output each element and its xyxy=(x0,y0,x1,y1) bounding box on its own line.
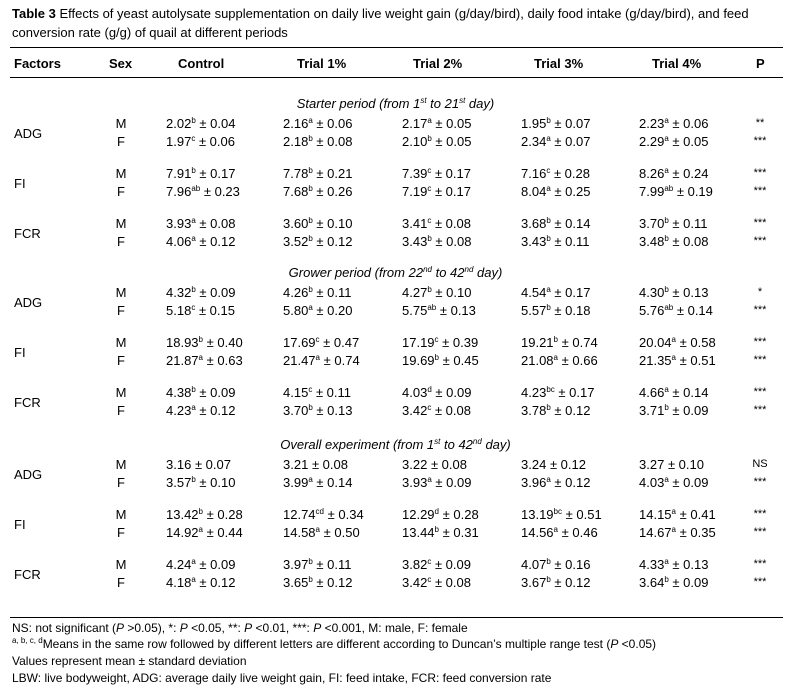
value-cell: 21.47$^a$ ± 0.74 xyxy=(283,353,360,368)
value-cell: 4.18$^a$ ± 0.12 xyxy=(166,575,236,590)
value-cell: 3.41$^c$ ± 0.08 xyxy=(402,216,471,231)
value-cell: 7.19$^c$ ± 0.17 xyxy=(402,184,471,199)
p-value: *** xyxy=(753,508,767,520)
value-cell: 8.04$^a$ ± 0.25 xyxy=(521,184,591,199)
value-cell: 3.60$^b$ ± 0.10 xyxy=(283,216,353,231)
value-cell: 3.82$^c$ ± 0.09 xyxy=(402,557,471,572)
p-value: *** xyxy=(753,235,767,247)
value-cell: 4.27$^b$ ± 0.10 xyxy=(402,285,472,300)
value-cell: 14.67$^a$ ± 0.35 xyxy=(639,525,716,540)
p-value: *** xyxy=(753,526,767,538)
value-cell: 7.99$^{ab}$ ± 0.19 xyxy=(639,184,713,199)
factor-label-fcr: FCR xyxy=(14,395,41,410)
value-cell: 3.43$^b$ ± 0.08 xyxy=(402,234,472,249)
sex-label: M xyxy=(115,166,127,181)
value-cell: 2.29$^a$ ± 0.05 xyxy=(639,134,709,149)
value-cell: 12.74$^{cd}$ ± 0.34 xyxy=(283,507,364,522)
factor-label-fcr: FCR xyxy=(14,567,41,582)
value-cell: 13.19$^{bc}$ ± 0.51 xyxy=(521,507,602,522)
sex-label: M xyxy=(115,507,127,522)
period-title: Grower period (from 22nd to 42nd day) xyxy=(288,265,503,280)
value-cell: 4.24$^a$ ± 0.09 xyxy=(166,557,236,572)
value-cell: 7.16$^c$ ± 0.28 xyxy=(521,166,590,181)
value-cell: 2.17$^a$ ± 0.05 xyxy=(402,116,472,131)
value-cell: 7.39$^c$ ± 0.17 xyxy=(402,166,471,181)
value-cell: 5.75$^{ab}$ ± 0.13 xyxy=(402,303,476,318)
value-cell: 3.52$^b$ ± 0.12 xyxy=(283,234,353,249)
value-cell: 4.03$^a$ ± 0.09 xyxy=(639,475,709,490)
value-cell: 8.26$^a$ ± 0.24 xyxy=(639,166,709,181)
value-cell: 4.33$^a$ ± 0.13 xyxy=(639,557,709,572)
top-rule xyxy=(10,47,783,48)
sex-label: F xyxy=(117,234,125,249)
value-cell: 3.24 ± 0.12 xyxy=(521,457,586,472)
factor-label-adg: ADG xyxy=(14,126,43,141)
factor-label-adg: ADG xyxy=(14,295,43,310)
value-cell: 4.30$^b$ ± 0.13 xyxy=(639,285,709,300)
value-cell: 2.10$^b$ ± 0.05 xyxy=(402,134,472,149)
header-trial-3: Trial 3% xyxy=(534,56,584,71)
value-cell: 4.03$^d$ ± 0.09 xyxy=(402,385,472,400)
sex-label: F xyxy=(117,184,125,199)
table-label: Table 3 xyxy=(12,6,56,21)
p-value: *** xyxy=(753,185,767,197)
value-cell: 1.95$^b$ ± 0.07 xyxy=(521,116,591,131)
sex-label: M xyxy=(115,385,127,400)
value-cell: 3.71$^b$ ± 0.09 xyxy=(639,403,709,418)
value-cell: 19.21$^b$ ± 0.74 xyxy=(521,335,598,350)
value-cell: 4.26$^b$ ± 0.11 xyxy=(283,285,352,300)
footnote-values: Values represent mean ± standard deviation xyxy=(12,654,247,668)
value-cell: 3.70$^b$ ± 0.11 xyxy=(639,216,708,231)
value-cell: 2.23$^a$ ± 0.06 xyxy=(639,116,709,131)
value-cell: 3.65$^b$ ± 0.12 xyxy=(283,575,353,590)
value-cell: 5.80$^a$ ± 0.20 xyxy=(283,303,353,318)
header-trial-2: Trial 2% xyxy=(413,56,463,71)
value-cell: 4.07$^b$ ± 0.16 xyxy=(521,557,591,572)
p-value: *** xyxy=(753,217,767,229)
value-cell: 7.68$^b$ ± 0.26 xyxy=(283,184,353,199)
p-value: ** xyxy=(755,117,765,129)
value-cell: 3.78$^b$ ± 0.12 xyxy=(521,403,591,418)
sex-label: F xyxy=(117,134,125,149)
value-cell: 19.69$^b$ ± 0.45 xyxy=(402,353,479,368)
sex-label: F xyxy=(117,575,125,590)
value-cell: 5.76$^{ab}$ ± 0.14 xyxy=(639,303,713,318)
p-value: NS xyxy=(752,458,768,470)
value-cell: 7.96$^{ab}$ ± 0.23 xyxy=(166,184,240,199)
p-value: *** xyxy=(753,404,767,416)
sex-label: M xyxy=(115,557,127,572)
value-cell: 3.93$^a$ ± 0.09 xyxy=(402,475,472,490)
factor-label-fcr: FCR xyxy=(14,226,41,241)
value-cell: 20.04$^a$ ± 0.58 xyxy=(639,335,716,350)
table-caption xyxy=(12,4,782,42)
header-sex: Sex xyxy=(109,56,133,71)
value-cell: 3.68$^b$ ± 0.14 xyxy=(521,216,591,231)
header-trial-1: Trial 1% xyxy=(297,56,347,71)
header-rule xyxy=(10,77,783,78)
value-cell: 5.18$^c$ ± 0.15 xyxy=(166,303,235,318)
sex-label: M xyxy=(115,335,127,350)
value-cell: 3.42$^c$ ± 0.08 xyxy=(402,575,471,590)
p-value: *** xyxy=(753,167,767,179)
value-cell: 3.43$^b$ ± 0.11 xyxy=(521,234,590,249)
value-cell: 3.96$^a$ ± 0.12 xyxy=(521,475,591,490)
value-cell: 17.19$^c$ ± 0.39 xyxy=(402,335,479,350)
p-value: *** xyxy=(753,386,767,398)
value-cell: 4.38$^b$ ± 0.09 xyxy=(166,385,236,400)
value-cell: 12.29$^d$ ± 0.28 xyxy=(402,507,479,522)
p-value: *** xyxy=(753,558,767,570)
sex-label: M xyxy=(115,457,127,472)
value-cell: 3.21 ± 0.08 xyxy=(283,457,348,472)
value-cell: 5.57$^b$ ± 0.18 xyxy=(521,303,591,318)
value-cell: 2.34$^a$ ± 0.07 xyxy=(521,134,591,149)
value-cell: 4.23$^{bc}$ ± 0.17 xyxy=(521,385,595,400)
sex-label: F xyxy=(117,303,125,318)
sex-label: F xyxy=(117,403,125,418)
value-cell: 13.44$^b$ ± 0.31 xyxy=(402,525,479,540)
factor-label-fi: FI xyxy=(14,176,26,191)
value-cell: 21.35$^a$ ± 0.51 xyxy=(639,353,716,368)
sex-label: M xyxy=(115,216,127,231)
factor-label-fi: FI xyxy=(14,345,26,360)
factor-label-adg: ADG xyxy=(14,467,43,482)
value-cell: 4.66$^a$ ± 0.14 xyxy=(639,385,709,400)
value-cell: 4.54$^a$ ± 0.17 xyxy=(521,285,591,300)
header-trial-4: Trial 4% xyxy=(652,56,702,71)
value-cell: 1.97$^c$ ± 0.06 xyxy=(166,134,235,149)
factor-label-fi: FI xyxy=(14,517,26,532)
header-p: P xyxy=(756,56,765,71)
period-title: Overall experiment (from 1st to 42nd day) xyxy=(280,437,511,452)
bottom-rule xyxy=(10,617,783,618)
p-value: *** xyxy=(753,354,767,366)
period-title: Starter period (from 1st to 21st day) xyxy=(296,96,495,111)
sex-label: F xyxy=(117,475,125,490)
value-cell: 3.57$^b$ ± 0.10 xyxy=(166,475,236,490)
caption-text: Effects of yeast autolysate supplementation on daily live weight gain (g/day/bird), daily food intake (g/day/bird), and feed conversion rate (g/g) of quail at different periods xyxy=(12,6,749,40)
value-cell: 3.99$^a$ ± 0.14 xyxy=(283,475,353,490)
value-cell: 3.97$^b$ ± 0.11 xyxy=(283,557,352,572)
value-cell: 17.69$^c$ ± 0.47 xyxy=(283,335,360,350)
value-cell: 3.27 ± 0.10 xyxy=(639,457,704,472)
value-cell: 7.78$^b$ ± 0.21 xyxy=(283,166,353,181)
sex-label: F xyxy=(117,525,125,540)
sex-label: F xyxy=(117,353,125,368)
p-value: * xyxy=(757,286,763,298)
p-value: *** xyxy=(753,304,767,316)
value-cell: 2.16$^a$ ± 0.06 xyxy=(283,116,353,131)
value-cell: 4.23$^a$ ± 0.12 xyxy=(166,403,236,418)
value-cell: 4.06$^a$ ± 0.12 xyxy=(166,234,236,249)
value-cell: 2.02$^b$ ± 0.04 xyxy=(166,116,236,131)
value-cell: 4.15$^c$ ± 0.11 xyxy=(283,385,352,400)
header-factors: Factors xyxy=(14,56,61,71)
header-control: Control xyxy=(178,56,225,71)
p-value: *** xyxy=(753,476,767,488)
value-cell: 7.91$^b$ ± 0.17 xyxy=(166,166,236,181)
value-cell: 13.42$^b$ ± 0.28 xyxy=(166,507,243,522)
value-cell: 14.15$^a$ ± 0.41 xyxy=(639,507,716,522)
value-cell: 3.22 ± 0.08 xyxy=(402,457,467,472)
p-value: *** xyxy=(753,576,767,588)
sex-label: M xyxy=(115,116,127,131)
footnote-abbreviations: LBW: live bodyweight, ADG: average daily live weight gain, FI: feed intake, FCR: feed conversion rate xyxy=(12,671,552,685)
footnote-letters: $^{a, b, c, d}$Means in the same row followed by different letters are different according to Duncan’s multiple range test (P <0.05) xyxy=(12,636,657,651)
value-cell: 3.93$^a$ ± 0.08 xyxy=(166,216,236,231)
value-cell: 3.48$^b$ ± 0.08 xyxy=(639,234,709,249)
value-cell: 21.87$^a$ ± 0.63 xyxy=(166,353,243,368)
value-cell: 2.18$^b$ ± 0.08 xyxy=(283,134,353,149)
value-cell: 3.42$^c$ ± 0.08 xyxy=(402,403,471,418)
value-cell: 21.08$^a$ ± 0.66 xyxy=(521,353,598,368)
value-cell: 14.56$^a$ ± 0.46 xyxy=(521,525,598,540)
footnote-significance: NS: not significant (P >0.05), *: P <0.05, **: P <0.01, ***: P <0.001, M: male, F: female xyxy=(12,621,468,635)
value-cell: 3.67$^b$ ± 0.12 xyxy=(521,575,591,590)
value-cell: 14.92$^a$ ± 0.44 xyxy=(166,525,243,540)
value-cell: 14.58$^a$ ± 0.50 xyxy=(283,525,360,540)
sex-label: M xyxy=(115,285,127,300)
value-cell: 3.64$^b$ ± 0.09 xyxy=(639,575,709,590)
value-cell: 4.32$^b$ ± 0.09 xyxy=(166,285,236,300)
value-cell: 3.16 ± 0.07 xyxy=(166,457,231,472)
value-cell: 3.70$^b$ ± 0.13 xyxy=(283,403,353,418)
value-cell: 18.93$^b$ ± 0.40 xyxy=(166,335,243,350)
p-value: *** xyxy=(753,336,767,348)
p-value: *** xyxy=(753,135,767,147)
